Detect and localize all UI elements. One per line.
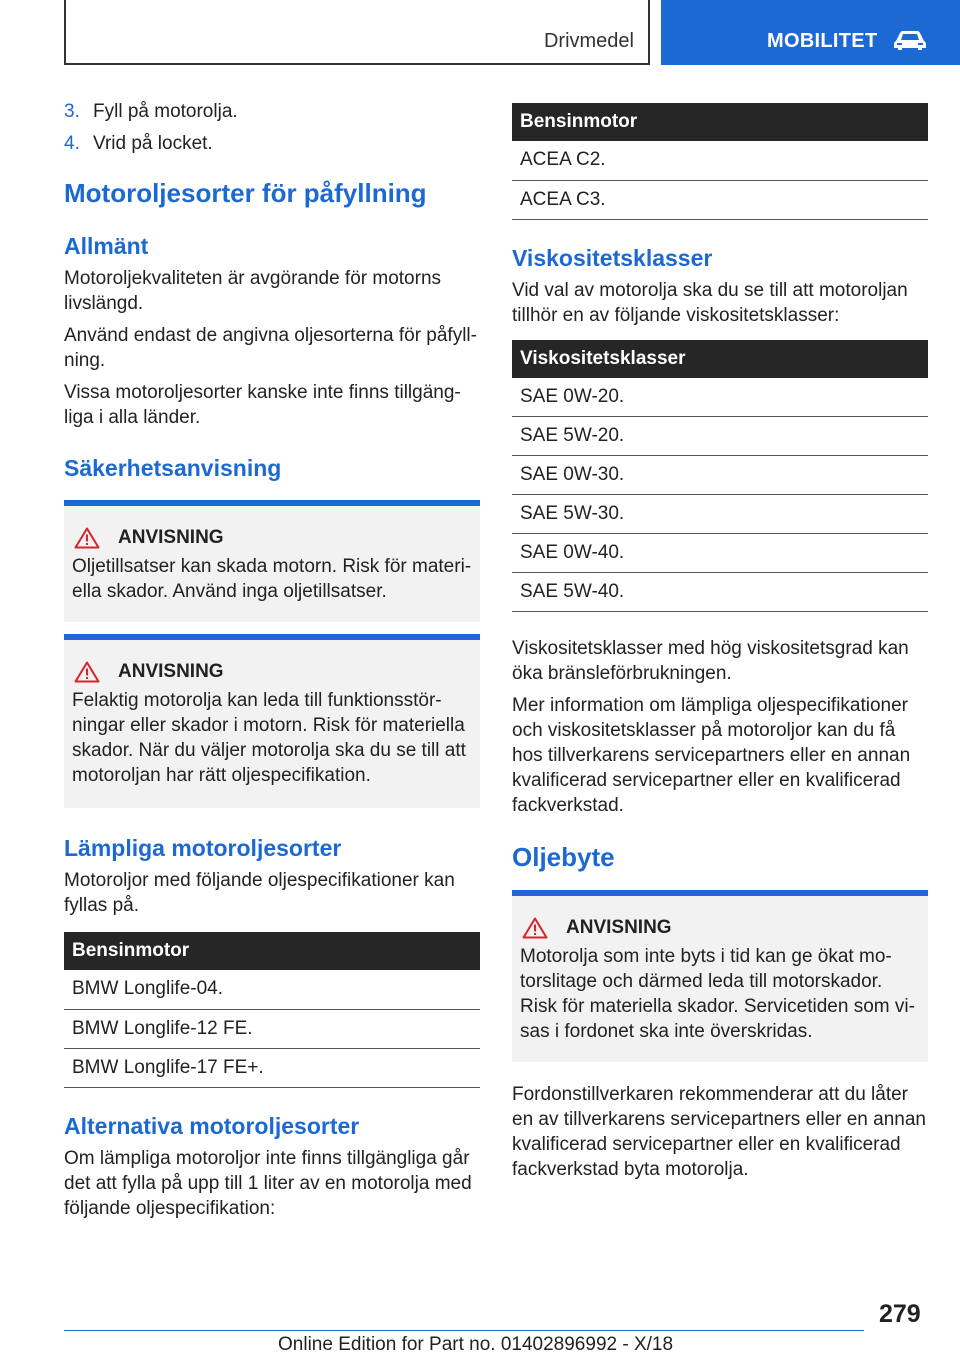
oil-change-heading: Oljebyte: [512, 842, 615, 872]
chapter-tab-label: MOBILITET: [767, 30, 878, 52]
footer-divider: [64, 1330, 864, 1331]
step-item: [64, 100, 480, 124]
step-number: 4.: [64, 133, 80, 154]
right-column: [512, 103, 928, 1189]
suitable-heading: Lämpliga motoroljesorter: [64, 835, 342, 861]
table-header: Viskositetsklasser: [512, 340, 928, 378]
page-number: 279: [879, 1300, 921, 1328]
step-text: Vrid på locket.: [93, 133, 213, 154]
table-cell: SAE 5W-20.: [512, 417, 928, 456]
step-item: [64, 132, 480, 156]
table-cell: ACEA C2.: [512, 141, 928, 180]
table-header: Bensinmotor: [512, 103, 928, 141]
notice-box: [512, 890, 928, 1062]
table-header: Bensinmotor: [64, 932, 480, 970]
chapter-tab: [661, 0, 960, 65]
table-cell: SAE 5W-30.: [512, 495, 928, 534]
viscosity-note: Viskositetsklasser med hög viskositetsgrad kan öka bränsleförbrukningen.: [512, 638, 909, 684]
viscosity-note: Mer information om lämpliga oljespecifikationer och viskositetsklasser på motoroljor kan du få hos tillverkarens servicepartners eller en annan kvalificerad servicepartner eller en kvalificerad fackverkstad.: [512, 695, 911, 816]
general-paragraph: Vissa motoroljesorter kanske inte finns tillgäng-liga i alla länder.: [64, 382, 461, 428]
footer-edition: Online Edition for Part no. 01402896992 - X/18: [278, 1334, 674, 1355]
notice-title: [72, 526, 472, 550]
page-header: [0, 0, 960, 66]
left-column: [64, 100, 480, 1228]
notice-text: Felaktig motorolja kan leda till funktionsstör-ningar eller skador i motorn. Risk för materiella skador. När du väljer motorolja ska du se till att motoroljan har rätt oljespecifikation.: [72, 690, 466, 786]
suitable-oil-table: [64, 932, 480, 1088]
general-paragraph: Använd endast de angivna oljesorterna för påfyll-ning.: [64, 325, 477, 371]
general-paragraph: Motoroljekvaliteten är avgörande för motorns livslängd.: [64, 268, 442, 314]
notice-label: ANVISNING: [118, 527, 224, 548]
notice-text: Oljetillsatser kan skada motorn. Risk för materi-ella skador. Använd inga oljetillsatser.: [72, 556, 472, 602]
notice-text: Motorolja som inte byts i tid kan ge ökat mo-torslitage och därmed leda till motorskador. Risk för materiella skador. Servicetiden som vi-sas i fordonet ska inte överskridas.: [520, 946, 915, 1042]
section-header-box: [64, 0, 650, 65]
notice-box: [64, 500, 480, 622]
notice-label: ANVISNING: [118, 661, 224, 682]
notice-label: ANVISNING: [566, 917, 672, 938]
step-text: Fyll på motorolja.: [93, 101, 238, 122]
safety-heading: Säkerhetsanvisning: [64, 455, 282, 481]
step-number: 3.: [64, 101, 80, 122]
general-heading: Allmänt: [64, 233, 149, 259]
warning-icon: [74, 661, 100, 683]
table-cell: SAE 0W-30.: [512, 456, 928, 495]
alternative-oil-table: [512, 103, 928, 220]
viscosity-table: [512, 340, 928, 613]
viscosity-heading: Viskositetsklasser: [512, 244, 713, 271]
suitable-paragraph: Motoroljor med följande oljespecifikationer kan fyllas på.: [64, 870, 455, 916]
table-cell: ACEA C3.: [512, 180, 928, 219]
table-cell: BMW Longlife-12 FE.: [64, 1009, 480, 1048]
table-cell: BMW Longlife-04.: [64, 970, 480, 1009]
table-cell: SAE 5W-40.: [512, 573, 928, 612]
car-icon: [893, 29, 927, 51]
alternative-heading: Alternativa motoroljesorter: [64, 1112, 360, 1139]
main-heading: Motoroljesorter för påfyllning: [64, 178, 427, 208]
alternative-paragraph: Om lämpliga motoroljor inte finns tillgängliga går det att fylla på upp till 1 liter av en motorolja med följande oljespecifikation:: [64, 1147, 472, 1219]
oil-change-paragraph: Fordonstillverkaren rekommenderar att du låter en av tillverkarens servicepartners eller en annan kvalificerad servicepartner eller en kvalificerad fackverkstad byta motorolja.: [512, 1084, 926, 1180]
warning-icon: [522, 917, 548, 939]
table-cell: BMW Longlife-17 FE+.: [64, 1048, 480, 1087]
notice-box: [64, 634, 480, 808]
section-title: Drivmedel: [543, 30, 634, 52]
table-cell: SAE 0W-40.: [512, 534, 928, 573]
notice-title: [72, 660, 472, 684]
table-cell: SAE 0W-20.: [512, 378, 928, 417]
viscosity-paragraph: Vid val av motorolja ska du se till att motoroljan tillhör en av följande viskositetsklasser:: [512, 279, 908, 326]
notice-title: [520, 916, 920, 940]
warning-icon: [74, 527, 100, 549]
